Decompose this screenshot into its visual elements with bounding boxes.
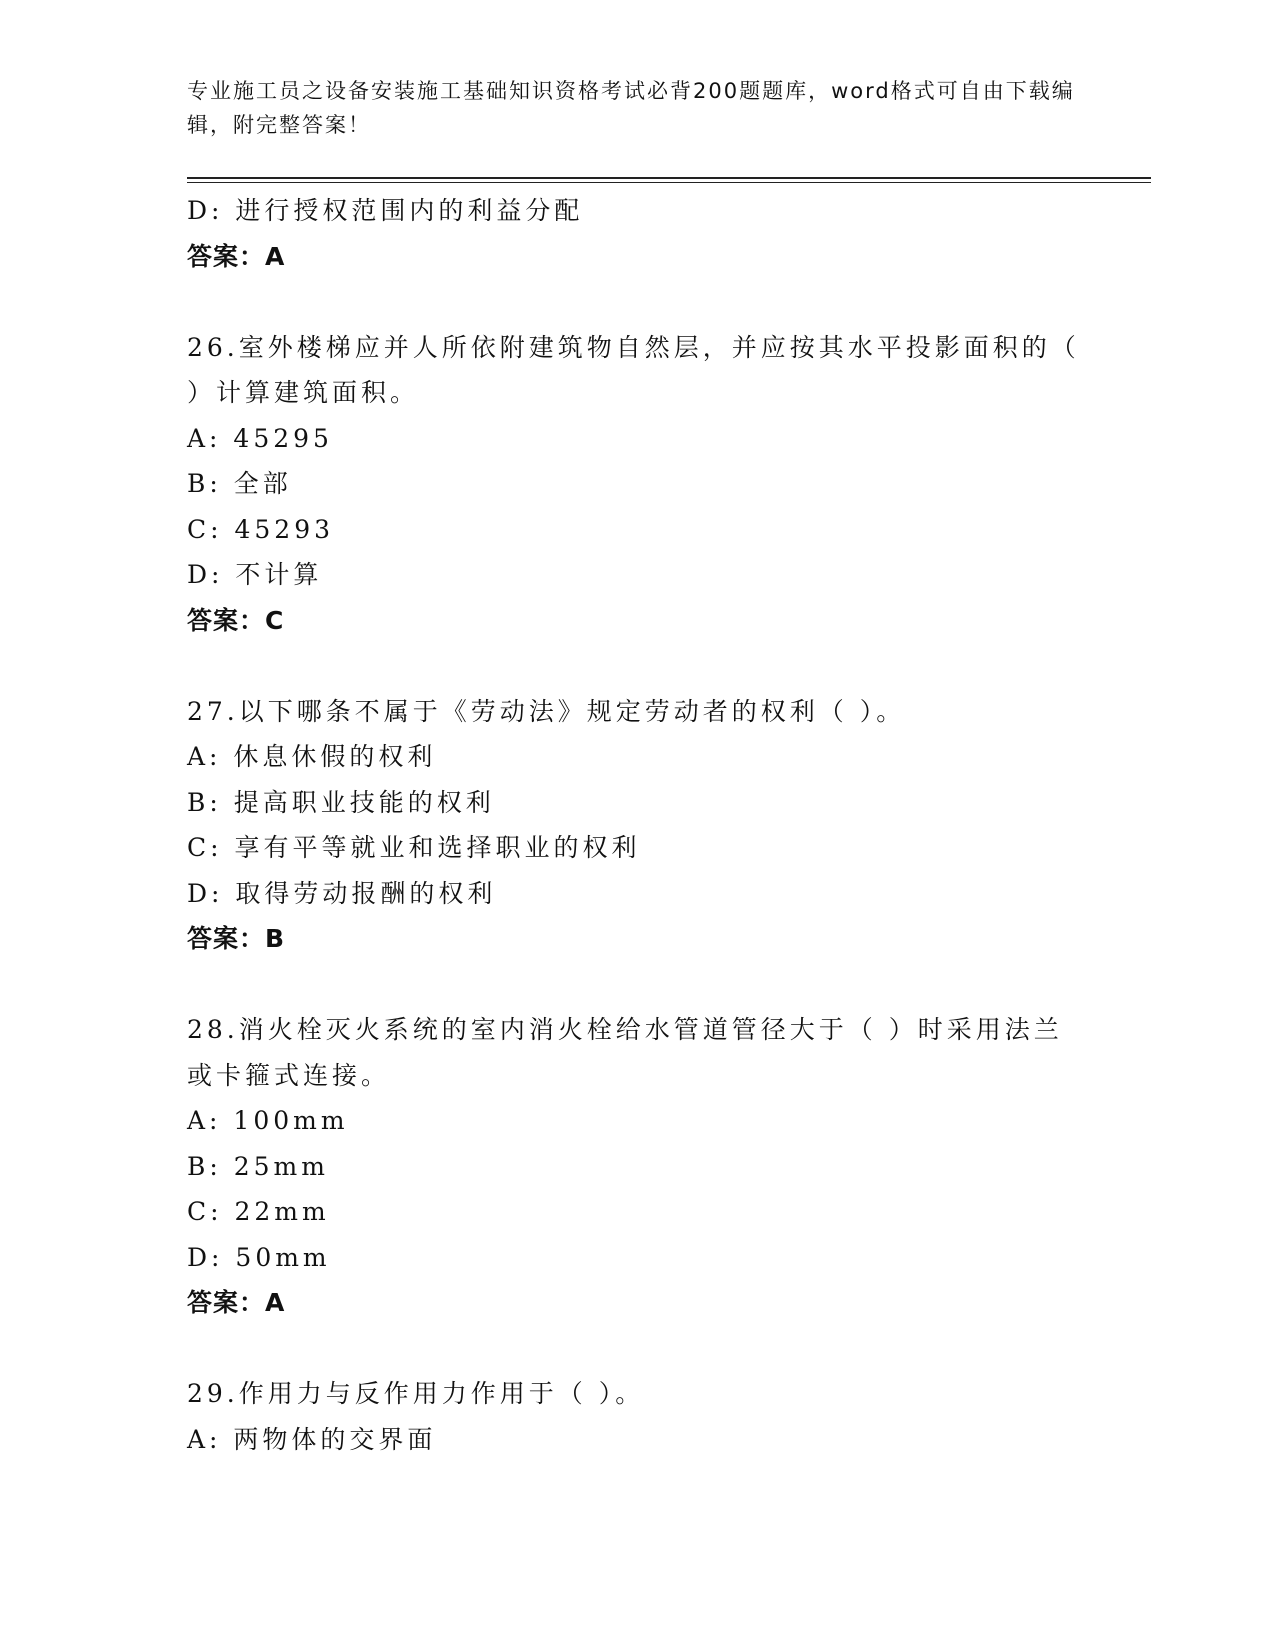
- spacer: [187, 962, 1077, 1008]
- option-a: A: 休息休假的权利: [187, 742, 437, 771]
- document-header: 专业施工员之设备安装施工基础知识资格考试必背200题题库，word格式可自由下载编辑，附完整答案！: [187, 79, 1075, 137]
- option-c: C: 45293: [187, 514, 335, 544]
- answer-line: 答案：A: [187, 241, 286, 271]
- question-stem-line: 29.作用力与反作用力作用于（ ）。: [187, 1379, 645, 1408]
- question-stem-line: 28.消火栓灭火系统的室内消火栓给水管道管径大于（ ）时采用法兰: [187, 1015, 1063, 1044]
- option-a: A: 100mm: [187, 1106, 349, 1135]
- option-c: C: 22mm: [187, 1197, 330, 1226]
- spacer: [187, 1326, 1077, 1372]
- question-stem-line: 27.以下哪条不属于《劳动法》规定劳动者的权利（ ）。: [187, 696, 906, 726]
- option-b: B: 提高职业技能的权利: [187, 787, 495, 817]
- option-a: A: 45295: [187, 423, 333, 453]
- question-stem-line: 26.室外楼梯应并人所依附建筑物自然层，并应按其水平投影面积的（: [187, 332, 1080, 362]
- option-b: B: 25mm: [187, 1151, 329, 1181]
- spacer: [187, 279, 1077, 325]
- question-27: [187, 689, 1077, 962]
- question-26: [187, 325, 1080, 644]
- spacer: [187, 643, 1077, 689]
- answer-line: 答案：B: [187, 924, 286, 953]
- answer-line: 答案：A: [187, 1288, 286, 1317]
- question-28: [187, 1007, 1077, 1326]
- option-d: D: 50mm: [187, 1242, 331, 1272]
- option-c: C: 享有平等就业和选择职业的权利: [187, 833, 641, 862]
- question-stem-line: ）计算建筑面积。: [187, 378, 420, 407]
- option-b: B: 全部: [187, 469, 292, 498]
- answer-line: 答案：C: [187, 605, 285, 635]
- header-rule-thick: [187, 177, 1151, 179]
- option-d: D: 不计算: [187, 560, 323, 589]
- question-list: [187, 188, 1080, 1462]
- question-stem-line: 或卡箍式连接。: [187, 1060, 391, 1090]
- option-d: D: 进行授权范围内的利益分配: [187, 196, 584, 225]
- header-rule-thin: [187, 182, 1151, 183]
- option-a: A: 两物体的交界面: [187, 1424, 437, 1454]
- option-d: D: 取得劳动报酬的权利: [187, 878, 497, 908]
- question-29: [187, 1371, 1077, 1462]
